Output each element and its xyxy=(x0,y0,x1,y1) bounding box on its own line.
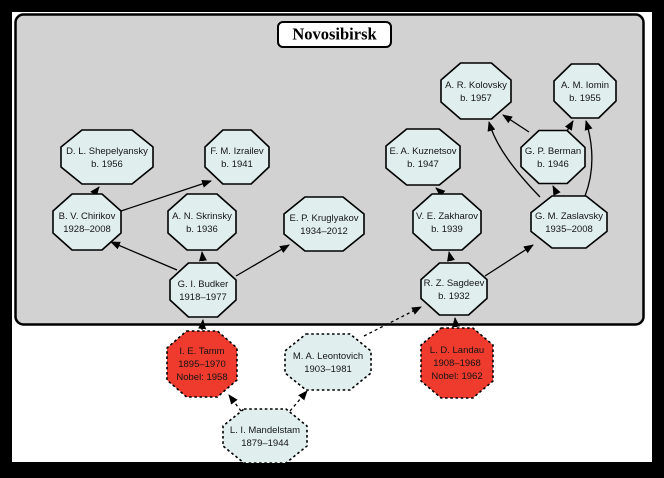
node-kruglyakov-years: 1934–2012 xyxy=(300,226,348,237)
node-leontovich xyxy=(285,334,371,390)
node-izrailev-years: b. 1941 xyxy=(221,159,253,170)
node-mandelstam-years: 1879–1944 xyxy=(241,438,289,449)
node-shepelyansky xyxy=(61,130,153,184)
node-landau-name: L. D. Landau xyxy=(429,345,485,356)
node-shepelyansky-years: b. 1956 xyxy=(91,159,123,170)
node-shepelyansky-shape xyxy=(61,130,153,184)
node-kolovsky-shape xyxy=(441,63,511,119)
node-berman-years: b. 1946 xyxy=(537,159,569,170)
node-leontovich-name: M. A. Leontovich xyxy=(292,351,364,362)
node-sagdeev-years: b. 1932 xyxy=(438,291,470,302)
node-kruglyakov xyxy=(284,197,364,251)
node-chirikov-years: 1928–2008 xyxy=(63,224,111,235)
node-mandelstam-shape xyxy=(223,409,307,463)
node-kuznetsov xyxy=(386,129,460,185)
node-kuznetsov-name: E. A. Kuznetsov xyxy=(389,146,457,157)
node-zakharov-shape xyxy=(413,194,481,250)
node-landau-nobel: Nobel: 1962 xyxy=(431,371,483,382)
node-kruglyakov-name: E. P. Kruglyakov xyxy=(289,213,359,224)
node-iomin-shape xyxy=(554,64,616,118)
node-leontovich-years: 1903–1981 xyxy=(304,364,352,375)
node-zaslavsky-years: 1935–2008 xyxy=(545,224,593,235)
node-tamm-years: 1895–1970 xyxy=(178,359,226,370)
node-tamm xyxy=(167,331,237,397)
node-zakharov-name: V. E. Zakharov xyxy=(416,211,478,222)
node-tamm-name: I. E. Tamm xyxy=(179,346,225,357)
node-zaslavsky-name: G. M. Zaslavsky xyxy=(534,211,604,222)
node-izrailev-shape xyxy=(205,130,269,184)
node-tamm-nobel: Nobel: 1958 xyxy=(176,372,228,383)
node-sagdeev-name: R. Z. Sagdeev xyxy=(423,278,485,289)
node-iomin xyxy=(554,64,616,118)
node-iomin-name: A. M. Iomin xyxy=(560,80,610,91)
node-izrailev xyxy=(205,130,269,184)
node-zakharov-years: b. 1939 xyxy=(431,224,463,235)
node-kolovsky-years: b. 1957 xyxy=(460,93,492,104)
node-berman-shape xyxy=(521,131,585,184)
node-chirikov-name: B. V. Chirikov xyxy=(58,211,116,222)
node-berman xyxy=(521,131,585,184)
node-kolovsky xyxy=(441,63,511,119)
node-landau xyxy=(421,328,493,398)
node-skrinsky xyxy=(168,194,236,250)
node-zakharov xyxy=(413,194,481,250)
node-skrinsky-shape xyxy=(168,194,236,250)
node-mandelstam-name: L. I. Mandelstam xyxy=(229,425,301,436)
node-budker-years: 1918–1977 xyxy=(179,292,227,303)
node-kuznetsov-years: b. 1947 xyxy=(407,159,439,170)
node-shepelyansky-name: D. L. Shepelyansky xyxy=(66,146,148,157)
node-berman-name: G. P. Berman xyxy=(524,146,582,157)
node-zaslavsky xyxy=(531,196,607,248)
node-leontovich-shape xyxy=(285,334,371,390)
node-zaslavsky-shape xyxy=(531,196,607,248)
node-kruglyakov-shape xyxy=(284,197,364,251)
node-budker-shape xyxy=(170,263,236,317)
node-chirikov-shape xyxy=(53,194,121,250)
node-chirikov xyxy=(53,194,121,250)
node-kolovsky-name: A. R. Kolovsky xyxy=(445,80,507,91)
node-sagdeev-shape xyxy=(421,263,487,315)
node-budker xyxy=(170,263,236,317)
node-landau-years: 1908–1968 xyxy=(433,358,481,369)
node-iomin-years: b. 1955 xyxy=(569,93,601,104)
node-izrailev-name: F. M. Izrailev xyxy=(210,146,264,157)
node-budker-name: G. I. Budker xyxy=(177,279,229,290)
node-mandelstam xyxy=(223,409,307,463)
node-kuznetsov-shape xyxy=(386,129,460,185)
cluster-title: Novosibirsk xyxy=(292,24,377,44)
node-skrinsky-years: b. 1936 xyxy=(186,224,218,235)
node-skrinsky-name: A. N. Skrinsky xyxy=(172,211,232,222)
node-sagdeev xyxy=(421,263,487,315)
